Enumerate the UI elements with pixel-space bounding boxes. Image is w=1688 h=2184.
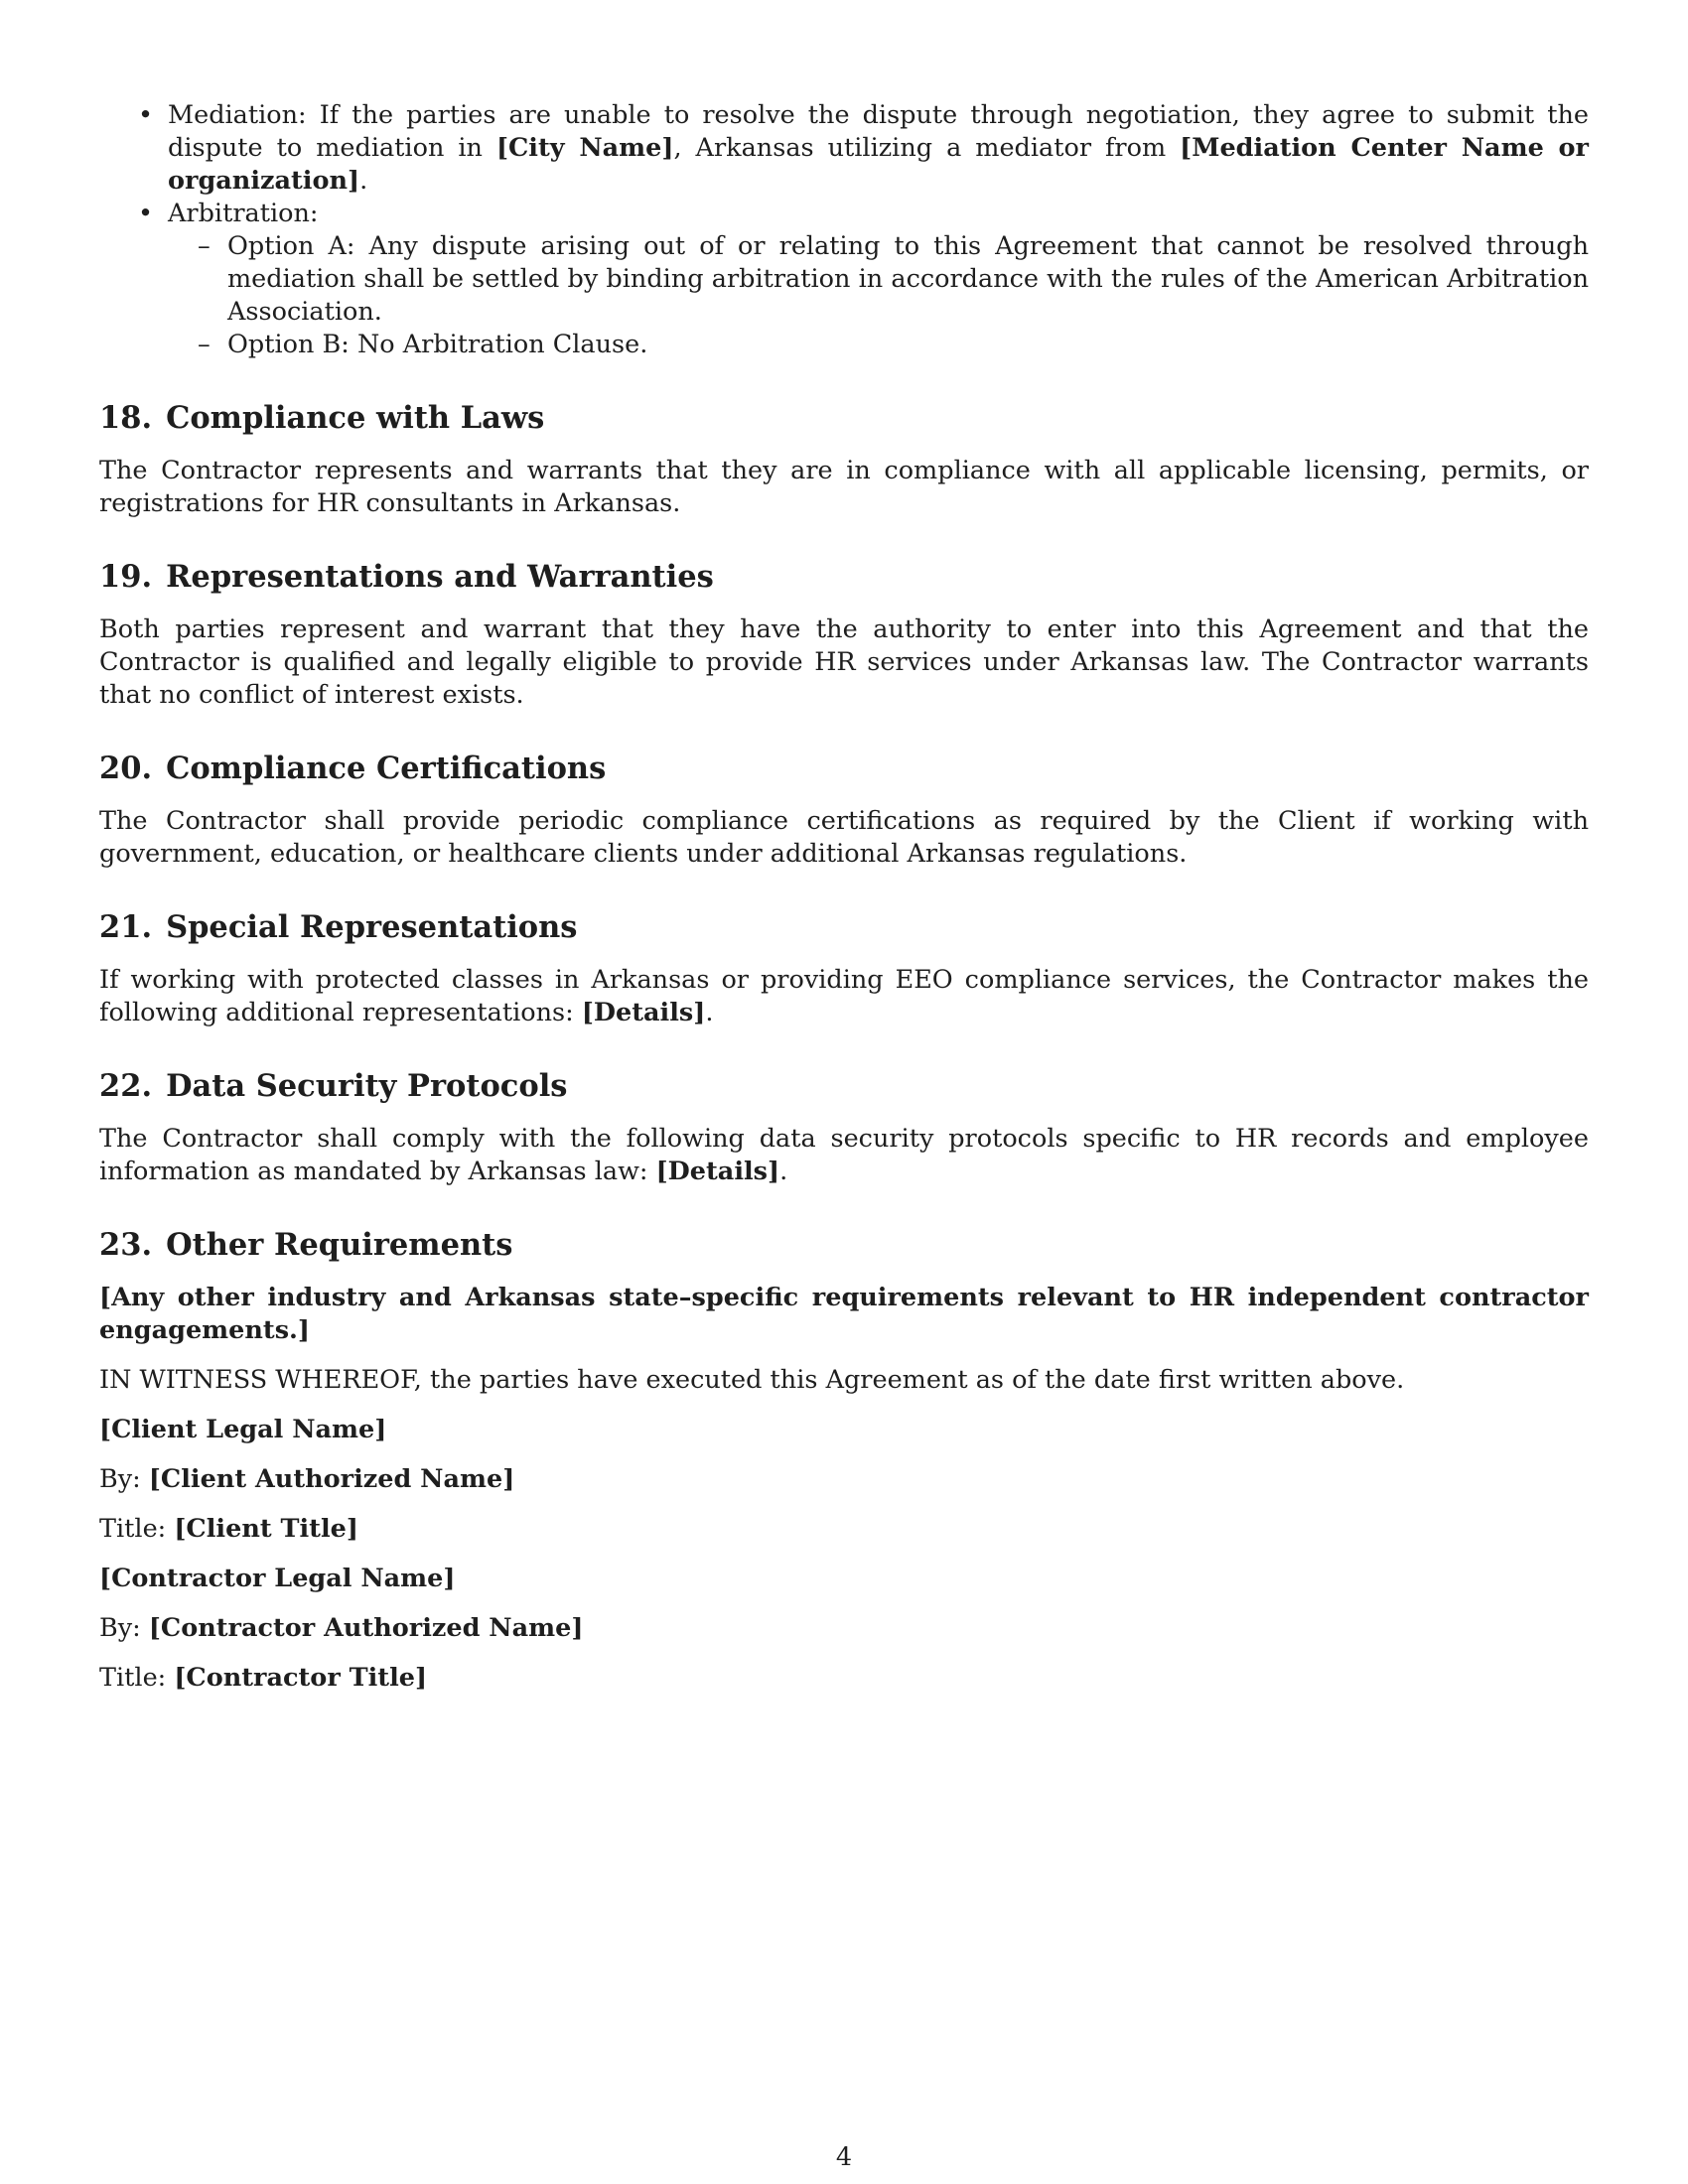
list-item-option-b bbox=[99, 329, 1589, 361]
section-body-end: . bbox=[779, 1157, 788, 1186]
section-number: 18. bbox=[99, 400, 153, 436]
section-title: Compliance with Laws bbox=[166, 400, 545, 436]
section-number: 20. bbox=[99, 751, 153, 786]
contractor-title: [Contractor Title] bbox=[174, 1663, 428, 1693]
contractor-title-line bbox=[99, 1662, 1589, 1695]
by-label: By: bbox=[99, 1464, 149, 1494]
title-label: Title: bbox=[99, 1663, 175, 1693]
details-placeholder: [Details] bbox=[655, 1157, 780, 1186]
section-21 bbox=[99, 908, 1589, 1029]
section-heading bbox=[99, 558, 1589, 596]
signature-block bbox=[99, 1364, 1589, 1695]
section-title: Representations and Warranties bbox=[166, 559, 714, 595]
section-number: 22. bbox=[99, 1068, 153, 1104]
bullet-icon: • bbox=[138, 199, 154, 228]
section-heading bbox=[99, 750, 1589, 787]
client-by-line bbox=[99, 1463, 1589, 1496]
details-placeholder: [Details] bbox=[581, 998, 706, 1027]
section-number: 19. bbox=[99, 559, 153, 595]
other-requirements-placeholder: [Any other industry and Arkansas state–specific requirements relevant to HR independent contractor engagements.] bbox=[99, 1283, 1589, 1345]
section-body: The Contractor shall provide periodic compliance certifications as required by the Client if working with government, education, or healthcare clients under additional Arkansas regulations. bbox=[99, 806, 1589, 869]
contractor-by-line bbox=[99, 1612, 1589, 1645]
bullet-icon: • bbox=[138, 100, 154, 130]
client-legal-name-line bbox=[99, 1414, 1589, 1446]
contractor-authorized-name: [Contractor Authorized Name] bbox=[148, 1613, 584, 1643]
witness-statement: IN WITNESS WHEREOF, the parties have executed this Agreement as of the date first written above. bbox=[99, 1365, 1405, 1395]
city-name-placeholder: [City Name] bbox=[495, 133, 674, 163]
section-number: 23. bbox=[99, 1227, 153, 1263]
section-heading bbox=[99, 1067, 1589, 1105]
mediation-text: If the parties are unable to resolve the dispute through negotiation, they agree to submit the dispute to mediation in bbox=[168, 100, 1589, 163]
arbitration-label: Arbitration: bbox=[168, 199, 319, 228]
section-title: Compliance Certifications bbox=[166, 751, 607, 786]
section-body bbox=[99, 1123, 1589, 1188]
page-number: 4 bbox=[835, 2142, 853, 2172]
section-23 bbox=[99, 1226, 1589, 1347]
dash-icon: – bbox=[198, 330, 211, 359]
client-title-line bbox=[99, 1513, 1589, 1546]
section-20 bbox=[99, 750, 1589, 871]
section-title: Special Representations bbox=[166, 909, 578, 945]
list-item-option-a bbox=[99, 230, 1589, 329]
mediation-text-2: , Arkansas utilizing a mediator from bbox=[673, 133, 1181, 163]
title-label: Title: bbox=[99, 1514, 175, 1544]
dispute-resolution-list bbox=[99, 99, 1589, 361]
client-authorized-name: [Client Authorized Name] bbox=[148, 1464, 515, 1494]
section-body bbox=[99, 1282, 1589, 1347]
page-content bbox=[99, 99, 1589, 1695]
section-body-text: The Contractor shall comply with the following data security protocols specific to HR records and employee information as mandated by Arkansas law: bbox=[99, 1124, 1589, 1186]
list-item-mediation bbox=[99, 99, 1589, 198]
section-heading bbox=[99, 399, 1589, 437]
section-number: 21. bbox=[99, 909, 153, 945]
section-body bbox=[99, 964, 1589, 1029]
mediation-center-placeholder: [Mediation Center Name or organization] bbox=[168, 133, 1589, 196]
mediation-label: Mediation: bbox=[168, 100, 307, 130]
section-22 bbox=[99, 1067, 1589, 1188]
option-a-text: Option A: Any dispute arising out of or relating to this Agreement that cannot be resolved through mediation shall be settled by binding arbitration in accordance with the rules of the American Arbitration Association. bbox=[227, 231, 1589, 327]
section-body: The Contractor represents and warrants that they are in compliance with all applicable licensing, permits, or registrations for HR consultants in Arkansas. bbox=[99, 456, 1589, 518]
list-item-arbitration bbox=[99, 198, 1589, 230]
section-19 bbox=[99, 558, 1589, 712]
mediation-text-end: . bbox=[359, 166, 368, 196]
section-heading bbox=[99, 1226, 1589, 1264]
by-label: By: bbox=[99, 1613, 149, 1643]
section-title: Other Requirements bbox=[166, 1227, 513, 1263]
client-legal-name: [Client Legal Name] bbox=[99, 1415, 387, 1444]
section-body-text: If working with protected classes in Arkansas or providing EEO compliance services, the Contractor makes the following additional representations: bbox=[99, 965, 1589, 1027]
dash-icon: – bbox=[198, 231, 211, 261]
section-body-end: . bbox=[705, 998, 714, 1027]
section-18 bbox=[99, 399, 1589, 520]
client-title: [Client Title] bbox=[174, 1514, 358, 1544]
option-b-text: Option B: No Arbitration Clause. bbox=[227, 330, 648, 359]
contractor-legal-name: [Contractor Legal Name] bbox=[99, 1564, 456, 1593]
section-title: Data Security Protocols bbox=[166, 1068, 568, 1104]
section-heading bbox=[99, 908, 1589, 946]
section-body: Both parties represent and warrant that they have the authority to enter into this Agreement and that the Contractor is qualified and legally eligible to provide HR services under Arkansas law. The Contractor warrants that no conflict of interest exists. bbox=[99, 614, 1589, 710]
contractor-legal-name-line bbox=[99, 1563, 1589, 1595]
